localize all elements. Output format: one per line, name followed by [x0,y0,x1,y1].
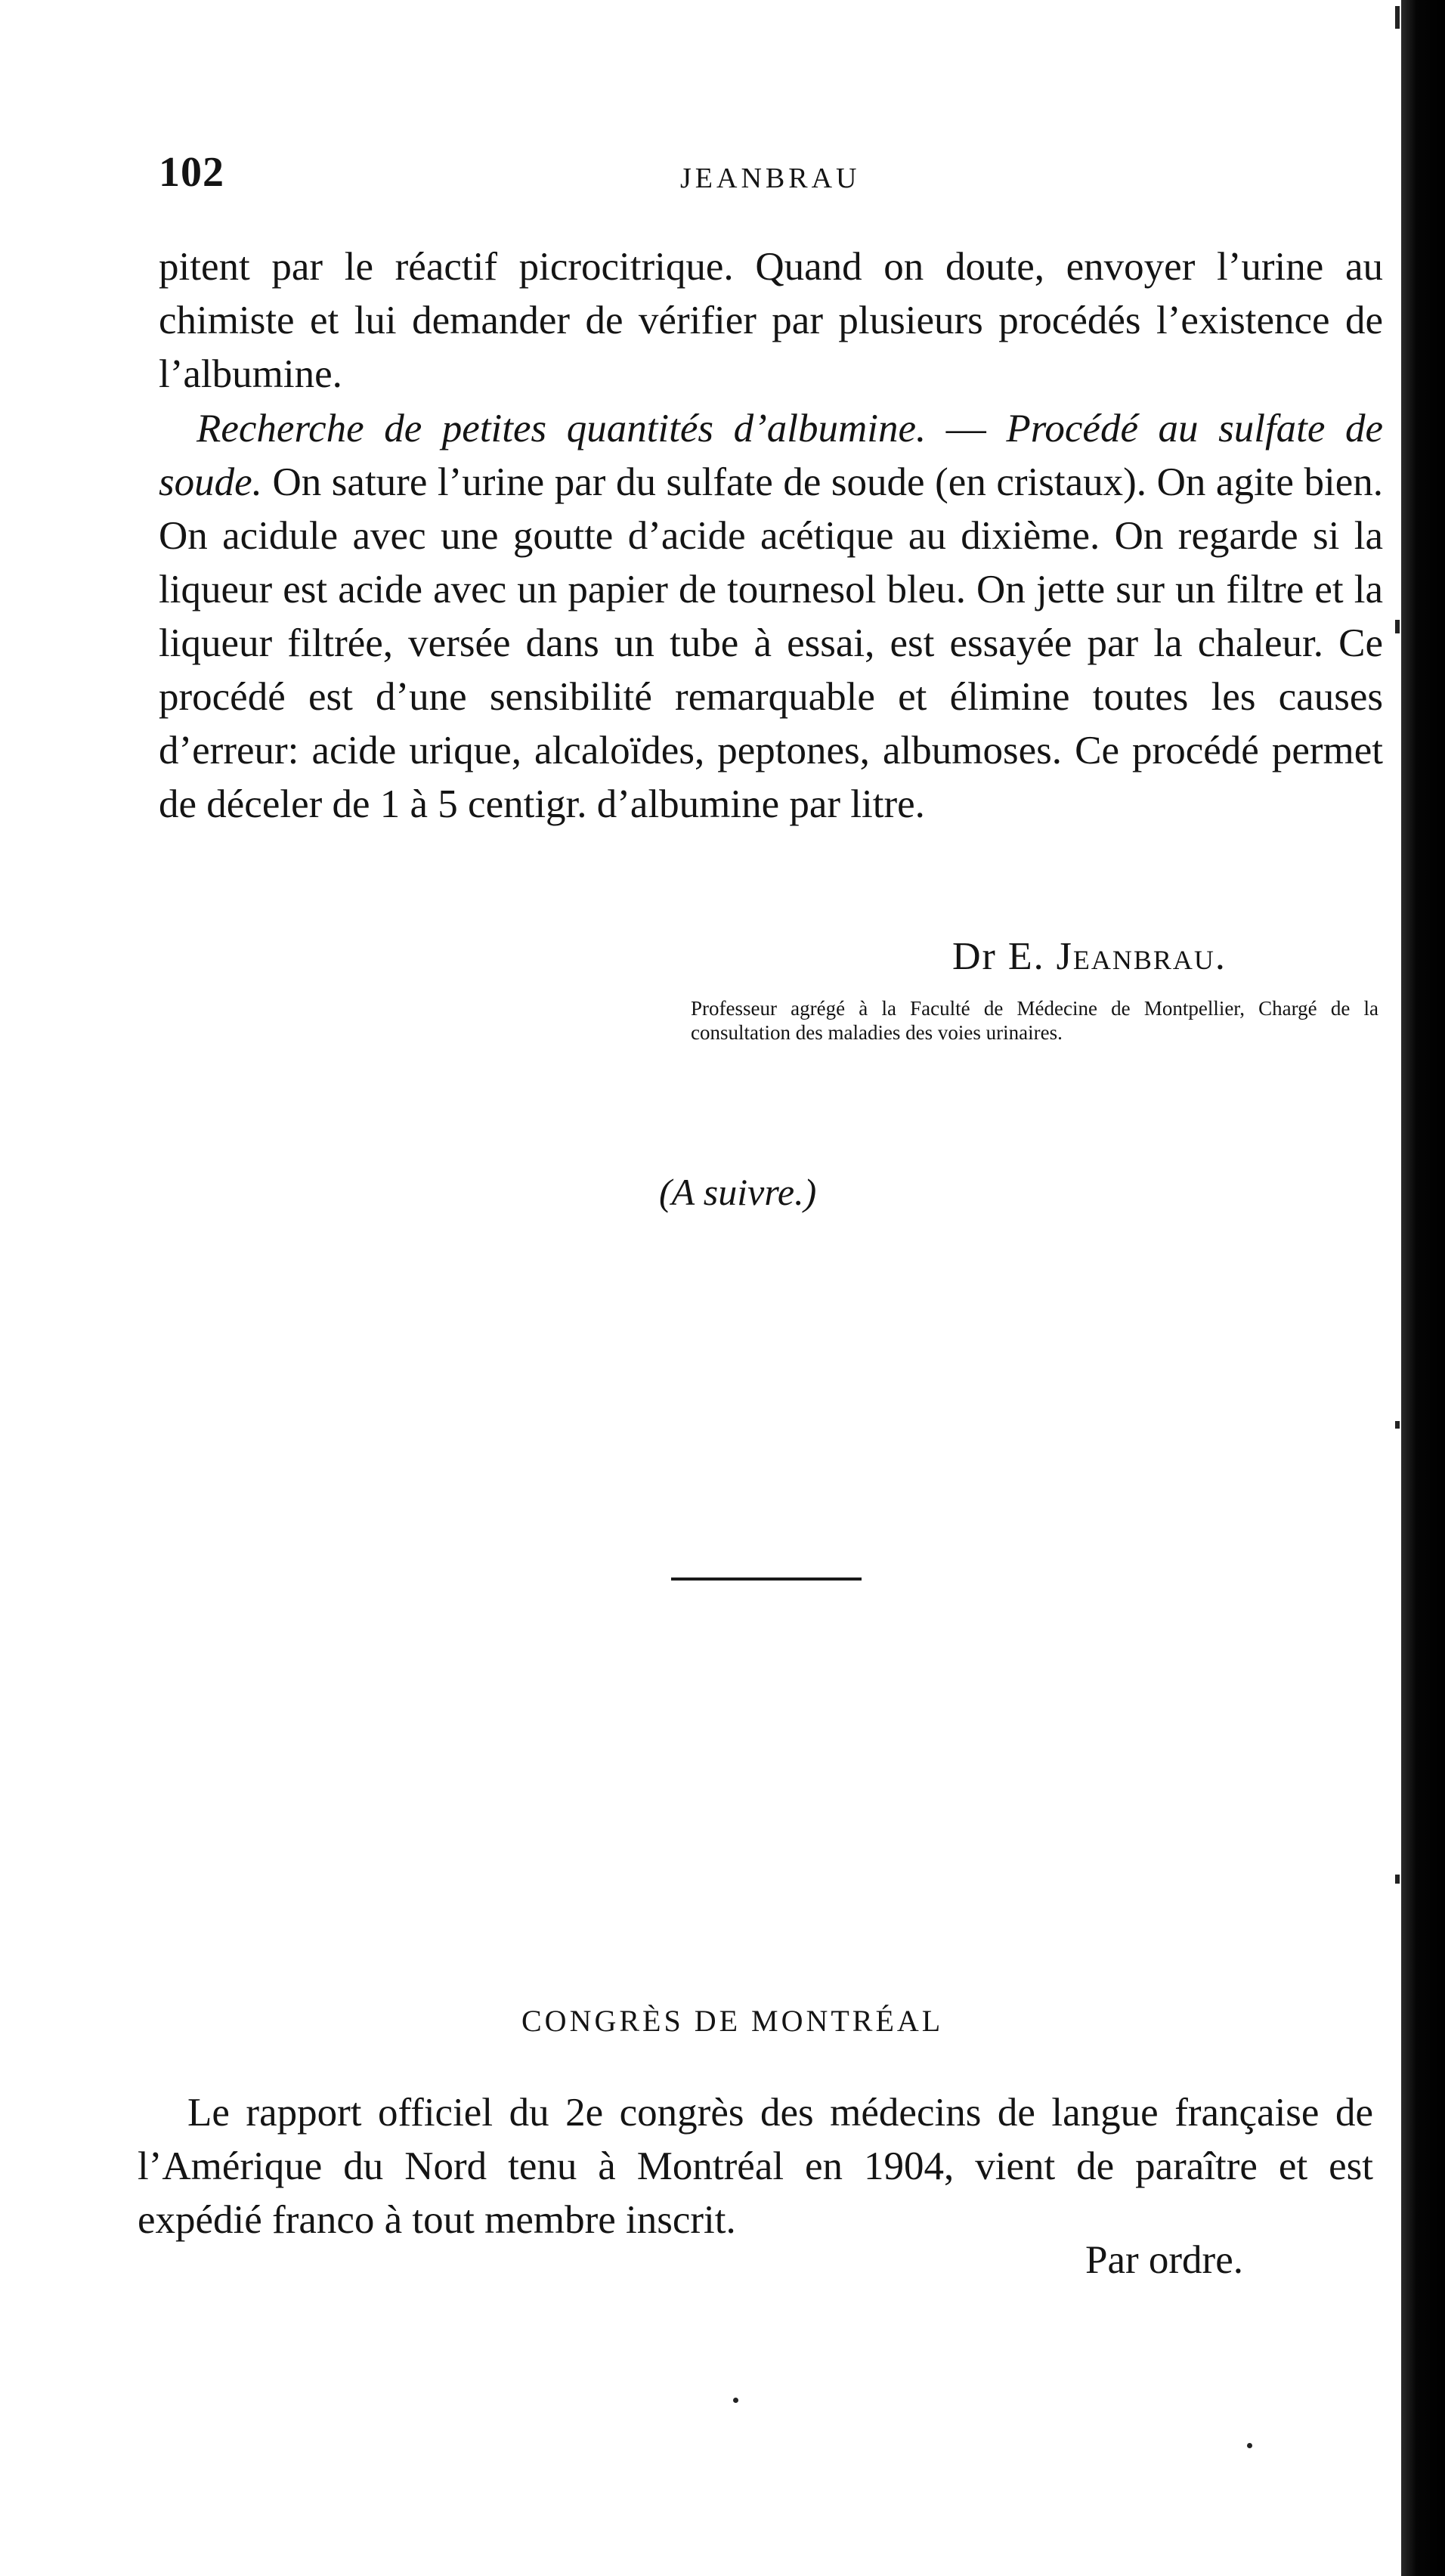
scanned-page-edge [1401,0,1445,2576]
author-signature [952,934,1227,979]
scan-speck [1395,1875,1400,1884]
scan-speck [1395,6,1400,29]
signature-prefix: Dr E. J [952,935,1073,978]
page-header [159,148,1338,201]
paragraph-2-body: On sature l’urine par du sulfate de soude (en cristaux). On agite bien. On acidule avec une goutte d’acide acétique au dixième. On regarde si la liqueur est acide avec un papier de tournesol bleu. On jette sur un filtre et la liqueur filtrée, versée dans un tube à essai, est essayée par la chaleur. Ce procédé est d’une sensibilité remarquable et élimine toutes les causes d’erreur: acide urique, alcaloïdes, peptones, albumoses. Ce procédé permet de déceler de 1 à 5 centigr. d’albumine par litre. [159,460,1383,826]
author-affiliation: Professeur agrégé à la Faculté de Médecine de Montpellier, Chargé de la consultation des maladies des voies urinaires. [691,997,1378,1044]
notice-body: Le rapport officiel du 2e congrès des médecins de langue française de l’Amérique du Nord tenu à Montréal en 1904, vient de paraître et est expédié franco à tout membre inscrit. [138,2091,1373,2242]
print-speck [1247,2443,1252,2448]
notice-title: CONGRÈS DE MONTRÉAL [521,2004,944,2038]
scan-speck [1395,620,1400,633]
paragraph-2-heading-b: Procédé au sulfate de soude. [159,407,1384,504]
continuation-note: (A suivre.) [659,1171,817,1213]
signature-smallcaps: eanbrau. [1072,935,1227,978]
paragraph-2-dash: — [926,407,1007,450]
section-separator [671,1577,862,1581]
page-number: 102 [159,149,224,196]
scan-speck [1395,1421,1400,1429]
notice-closing: Par ordre. [1085,2238,1243,2282]
print-speck [733,2398,738,2403]
paragraph-2-heading-a: Recherche de petites quantités d’albumine. [196,407,927,450]
paragraph-1: pitent par le réactif picrocitrique. Quand on doute, envoyer l’urine au chimiste et lui demander de vérifier par plusieurs procédés l’existence de l’albumine. [159,245,1383,396]
paragraph-2 [159,402,1383,831]
running-head: JEANBRAU [680,163,861,194]
